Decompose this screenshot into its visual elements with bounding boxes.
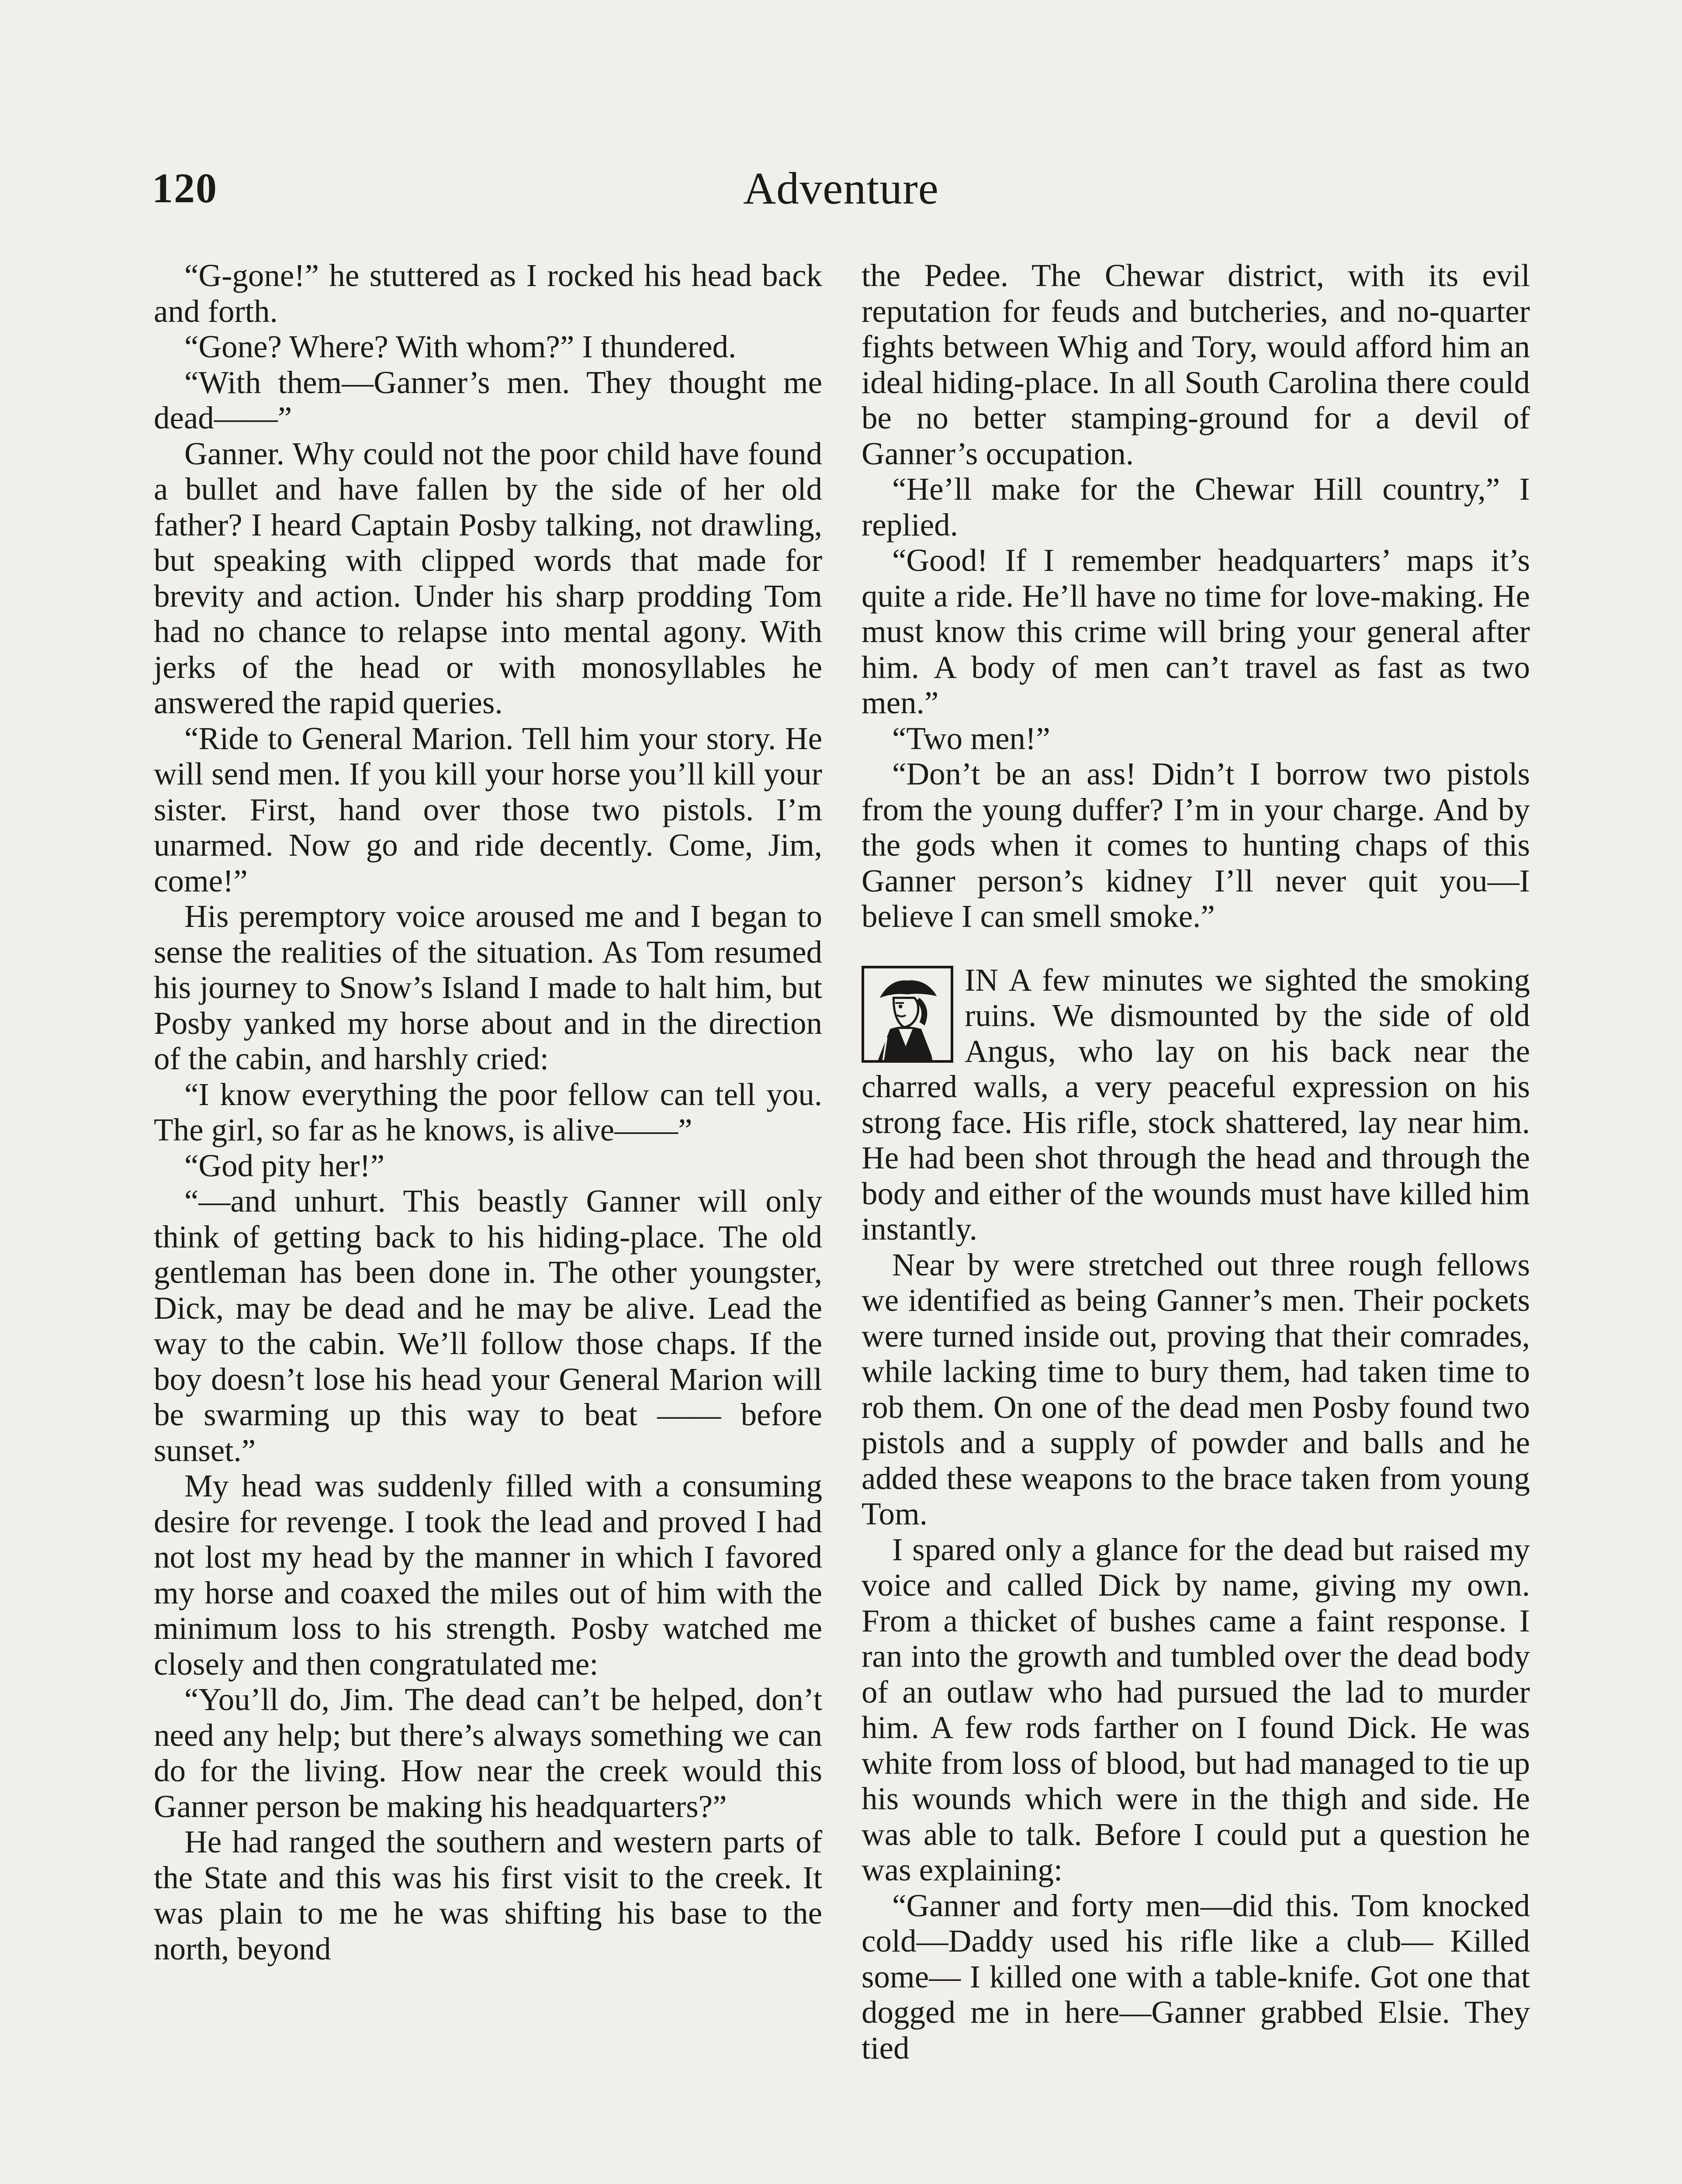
paragraph: “He’ll make for the Chewar Hill country,” I replied.: [862, 471, 1530, 543]
paragraph: “Two men!”: [892, 720, 1050, 756]
paragraph: “With them—Ganner’s men. They thought me dead——”: [154, 364, 822, 435]
paragraph: “You’ll do, Jim. The dead can’t be helped, don’t need any help; but there’s always something we can do for the living. How near the creek would this Ganner person be making his headquarters?”: [154, 1682, 822, 1824]
paragraph: “—and unhurt. This beastly Ganner will only think of getting back to his hiding-place. The old gentleman has been done in. The other youngster, Dick, may be dead and he may be alive. Lead the way to the cabin. We’ll follow those chaps. If the boy doesn’t lose his head your General Marion will be swarming up this way to beat —— before sunset.”: [154, 1183, 822, 1468]
paragraph: Ganner. Why could not the poor child have found a bullet and have fallen by the side of her old father? I heard Captain Posby talking, not drawling, but speaking with clipped words that made for brevity and action. Under his sharp prodding Tom had no chance to relapse into mental agony. With jerks of the head or with monosyllables he answered the rapid queries.: [154, 435, 822, 720]
paragraph: “I know everything the poor fellow can tell you. The girl, so far as he knows, is alive——”: [154, 1076, 822, 1147]
page-number: 120: [152, 165, 218, 211]
section-break: [862, 934, 1530, 962]
paragraph: “Gone? Where? With whom?” I thundered.: [184, 329, 737, 364]
paragraph: Near by were stretched out three rough fellows we identified as being Ganner’s men. Their pockets were turned inside out, proving that their comrades, while lacking time to bury them, had taken time to rob them. On one of the dead men Posby found two pistols and a supply of powder and balls and he added these weapons to the brace taken from young Tom.: [862, 1247, 1530, 1531]
paragraph: “God pity her!”: [184, 1147, 385, 1183]
colonial-soldier-portrait-icon: [862, 966, 953, 1063]
paragraph: “Ganner and forty men—did this. Tom knocked cold—Daddy used his rifle like a club— Killed some— I killed one with a table-knife. Got one that dogged me in here—Ganner grabbed Elsie. They tied: [862, 1887, 1530, 2066]
paragraph: IN A few minutes we sighted the smoking ruins. We dismounted by the side of old Angus, who lay on his back near the charred walls, a very peaceful expression on his strong face. His rifle, stock shattered, lay near him. He had been shot through the head and through the body and either of the wounds must have killed him instantly.: [862, 962, 1530, 1247]
paragraph: “G-gone!” he stuttered as I rocked his head back and forth.: [154, 258, 822, 329]
left-column: [154, 258, 822, 1966]
paragraph: He had ranged the southern and western parts of the State and this was his first visit to the creek. It was plain to me he was shifting his base to the north, beyond: [154, 1824, 822, 1966]
paragraph: “Don’t be an ass! Didn’t I borrow two pistols from the young duffer? I’m in your charge. And by the gods when it comes to hunting chaps of this Ganner person’s kidney I’ll never quit you—I believe I can smell smoke.”: [862, 756, 1530, 934]
paragraph: “Good! If I remember headquarters’ maps it’s quite a ride. He’ll have no time for love-making. He must know this crime will bring your general after him. A body of men can’t travel as fast as two men.”: [862, 543, 1530, 720]
paragraph: I spared only a glance for the dead but raised my voice and called Dick by name, giving my own. From a thicket of bushes came a faint response. I ran into the growth and tumbled over the dead body of an outlaw who had pursued the lad to murder him. A few rods farther on I found Dick. He was white from loss of blood, but had managed to tie up his wounds which were in the thigh and side. He was able to talk. Before I could put a question he was explaining:: [862, 1531, 1530, 1887]
paragraph: “Ride to General Marion. Tell him your story. He will send men. If you kill your horse you’ll kill your sister. First, hand over those two pistols. I’m unarmed. Now go and ride decently. Come, Jim, come!”: [154, 720, 822, 898]
magazine-title: Adventure: [743, 163, 939, 214]
paragraph: the Pedee. The Chewar district, with its evil reputation for feuds and butcheries, and no-quarter fights between Whig and Tory, would afford him an ideal hiding-place. In all South Carolina there could be no better stamping-ground for a devil of Ganner’s occupation.: [862, 258, 1530, 471]
paragraph: His peremptory voice aroused me and I began to sense the realities of the situation. As Tom resumed his journey to Snow’s Island I made to halt him, but Posby yanked my horse about and in the direction of the cabin, and harshly cried:: [154, 898, 822, 1076]
paragraph: My head was suddenly filled with a consuming desire for revenge. I took the lead and proved I had not lost my head by the manner in which I favored my horse and coaxed the miles out of him with the minimum loss to his strength. Posby watched me closely and then congratulated me:: [154, 1468, 822, 1682]
right-column: [862, 258, 1530, 2066]
